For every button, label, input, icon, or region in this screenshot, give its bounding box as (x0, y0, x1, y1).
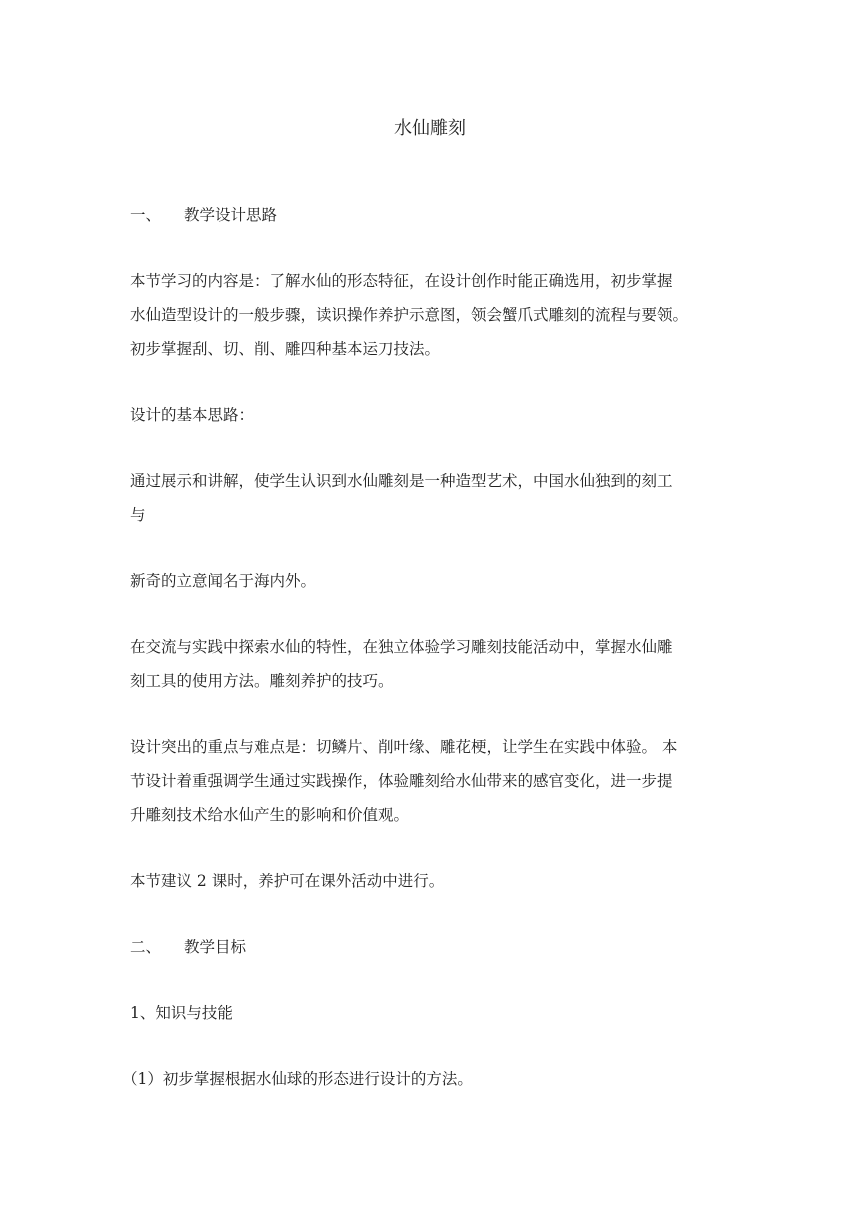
document-title: 水仙雕刻 (394, 118, 466, 139)
paragraph-reputation (130, 564, 734, 598)
paragraph-basic-idea-label (130, 398, 734, 432)
list-item (122, 1062, 734, 1096)
section-number: 一、 (130, 206, 162, 224)
text-line: 节设计着重强调学生通过实践操作，体验雕刻给水仙带来的感官变化，进一步提 (130, 772, 673, 790)
section-heading-2 (130, 930, 734, 964)
subheading-knowledge-skills (130, 996, 734, 1030)
section-number: 二、 (130, 938, 162, 956)
paragraph-content (130, 264, 734, 366)
paragraph-key-points (130, 730, 734, 832)
text-line: 与 (130, 506, 146, 524)
text-line: 通过展示和讲解，使学生认识到水仙雕刻是一种造型艺术，中国水仙独到的刻工 (130, 472, 673, 490)
paragraph-practice (130, 630, 734, 698)
section-title: 教学设计思路 (184, 206, 278, 224)
text-line: 设计的基本思路： (130, 406, 255, 424)
section-title: 教学目标 (184, 938, 247, 956)
document-body (122, 198, 734, 1128)
text-line: 设计突出的重点与难点是：切鳞片、削叶缘、雕花梗，让学生在实践中体验。 本 (130, 738, 678, 756)
text-line: 水仙造型设计的一般步骤，读识操作养护示意图，领会蟹爪式雕刻的流程与要领。 (130, 306, 689, 324)
text-line: 新奇的立意闻名于海内外。 (130, 572, 317, 590)
text-line: （1）初步掌握根据水仙球的形态进行设计的方法。 (122, 1070, 473, 1088)
text-line: 本节学习的内容是：了解水仙的形态特征，在设计创作时能正确选用，初步掌握 (130, 272, 673, 290)
paragraph-class-hours (130, 864, 734, 898)
text-line: 1、知识与技能 (130, 1004, 233, 1022)
section-heading-1 (130, 198, 734, 232)
text-line: 升雕刻技术给水仙产生的影响和价值观。 (130, 806, 410, 824)
paragraph-demonstration (130, 464, 734, 532)
text-line: 初步掌握刮、切、削、雕四种基本运刀技法。 (130, 340, 441, 358)
text-line: 在交流与实践中探索水仙的特性，在独立体验学习雕刻技能活动中，掌握水仙雕 (130, 638, 673, 656)
text-line: 本节建议 2 课时，养护可在课外活动中进行。 (130, 872, 445, 890)
text-line: 刻工具的使用方法。雕刻养护的技巧。 (130, 672, 394, 690)
